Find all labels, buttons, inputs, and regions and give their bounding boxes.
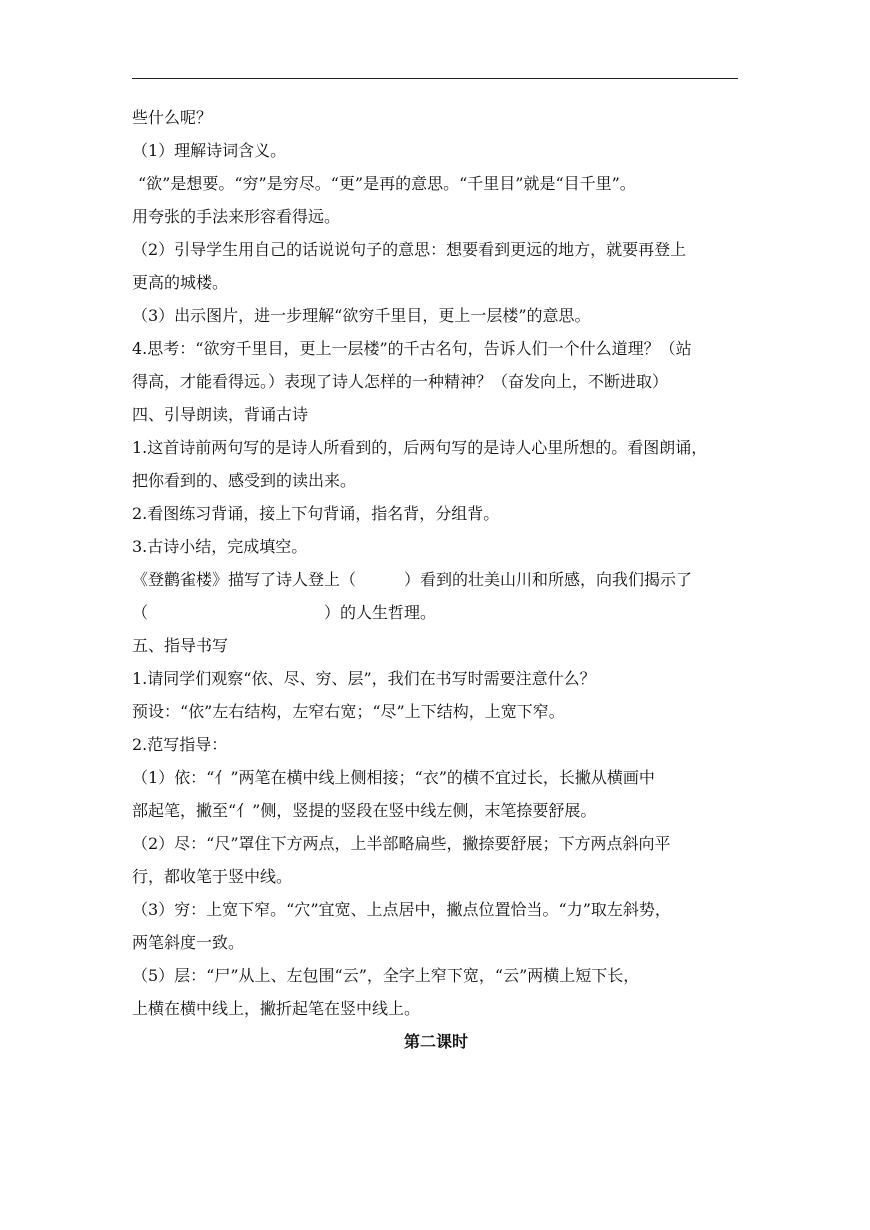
document-body (132, 108, 740, 1052)
text-line: 上横在横中线上，撇折起笔在竖中线上。 (132, 999, 421, 1018)
text-line: （1）理解诗词含义。 (132, 141, 287, 160)
text-line: 得高，才能看得远。）表现了诗人怎样的一种精神？（奋发向上，不断进取） (132, 372, 669, 391)
text-line: 2.看图练习背诵，接上下句背诵，指名背，分组背。 (132, 504, 500, 523)
text-line: 4.思考：“欲穷千里目，更上一层楼”的千古名句，告诉人们一个什么道理？（站 (132, 339, 692, 358)
text-line: “欲”是想要。“穷”是穷尽。“更”是再的意思。“千里目”就是“目千里”。 (138, 174, 636, 193)
text-line: 1.请同学们观察“依、尽、穷、层”，我们在书写时需要注意什么？ (132, 669, 596, 688)
text-line: （1）依：“亻”两笔在横中线上侧相接；“衣”的横不宜过长，长撇从横画中 (132, 768, 655, 787)
text-line: （2）引导学生用自己的话说说句子的意思：想要看到更远的地方，就要再登上 (132, 240, 687, 259)
fill-blank-line: （ ）的人生哲理。 (132, 603, 437, 622)
lesson-heading: 第二课时 (403, 1032, 468, 1051)
text-line: 把你看到的、感受到的读出来。 (132, 471, 357, 490)
text-line: 行，都收笔于竖中线。 (132, 867, 293, 886)
text-line: 预设：“依”左右结构，左窄右宽；“尽”上下结构，上宽下窄。 (132, 702, 565, 721)
text-line: 3.古诗小结，完成填空。 (132, 537, 308, 556)
text-line: （3）穷：上宽下窄。“穴”宜宽、上点居中，撇点位置恰当。“力”取左斜势， (132, 900, 671, 919)
text-line: （2）尽：“尺”罩住下方两点，上半部略扁些，撇捺要舒展；下方两点斜向平 (132, 834, 671, 853)
fill-blank-line: 《登鹳雀楼》描写了诗人登上（ ）看到的壮美山川和所感，向我们揭示了 (132, 570, 693, 589)
text-line: 些什么呢？ (132, 108, 213, 127)
text-line: 两笔斜度一致。 (132, 933, 245, 952)
header-rule (132, 78, 738, 79)
text-line: 2.范写指导： (132, 735, 228, 754)
text-line: 1.这首诗前两句写的是诗人所看到的，后两句写的是诗人心里所想的。看图朗诵， (132, 438, 708, 457)
section-heading: 五、指导书写 (132, 636, 229, 655)
section-heading: 四、引导朗读，背诵古诗 (132, 405, 309, 424)
text-line: 更高的城楼。 (132, 273, 229, 292)
text-line: （3）出示图片，进一步理解“欲穷千里目，更上一层楼”的意思。 (132, 306, 591, 325)
text-line: 用夸张的手法来形容看得远。 (132, 207, 341, 226)
text-line: （5）层：“尸”从上、左包围“云”，全字上窄下宽，“云”两横上短下长， (132, 966, 640, 985)
text-line: 部起笔，撇至“亻”侧，竖提的竖段在竖中线左侧，末笔捺要舒展。 (132, 801, 597, 820)
